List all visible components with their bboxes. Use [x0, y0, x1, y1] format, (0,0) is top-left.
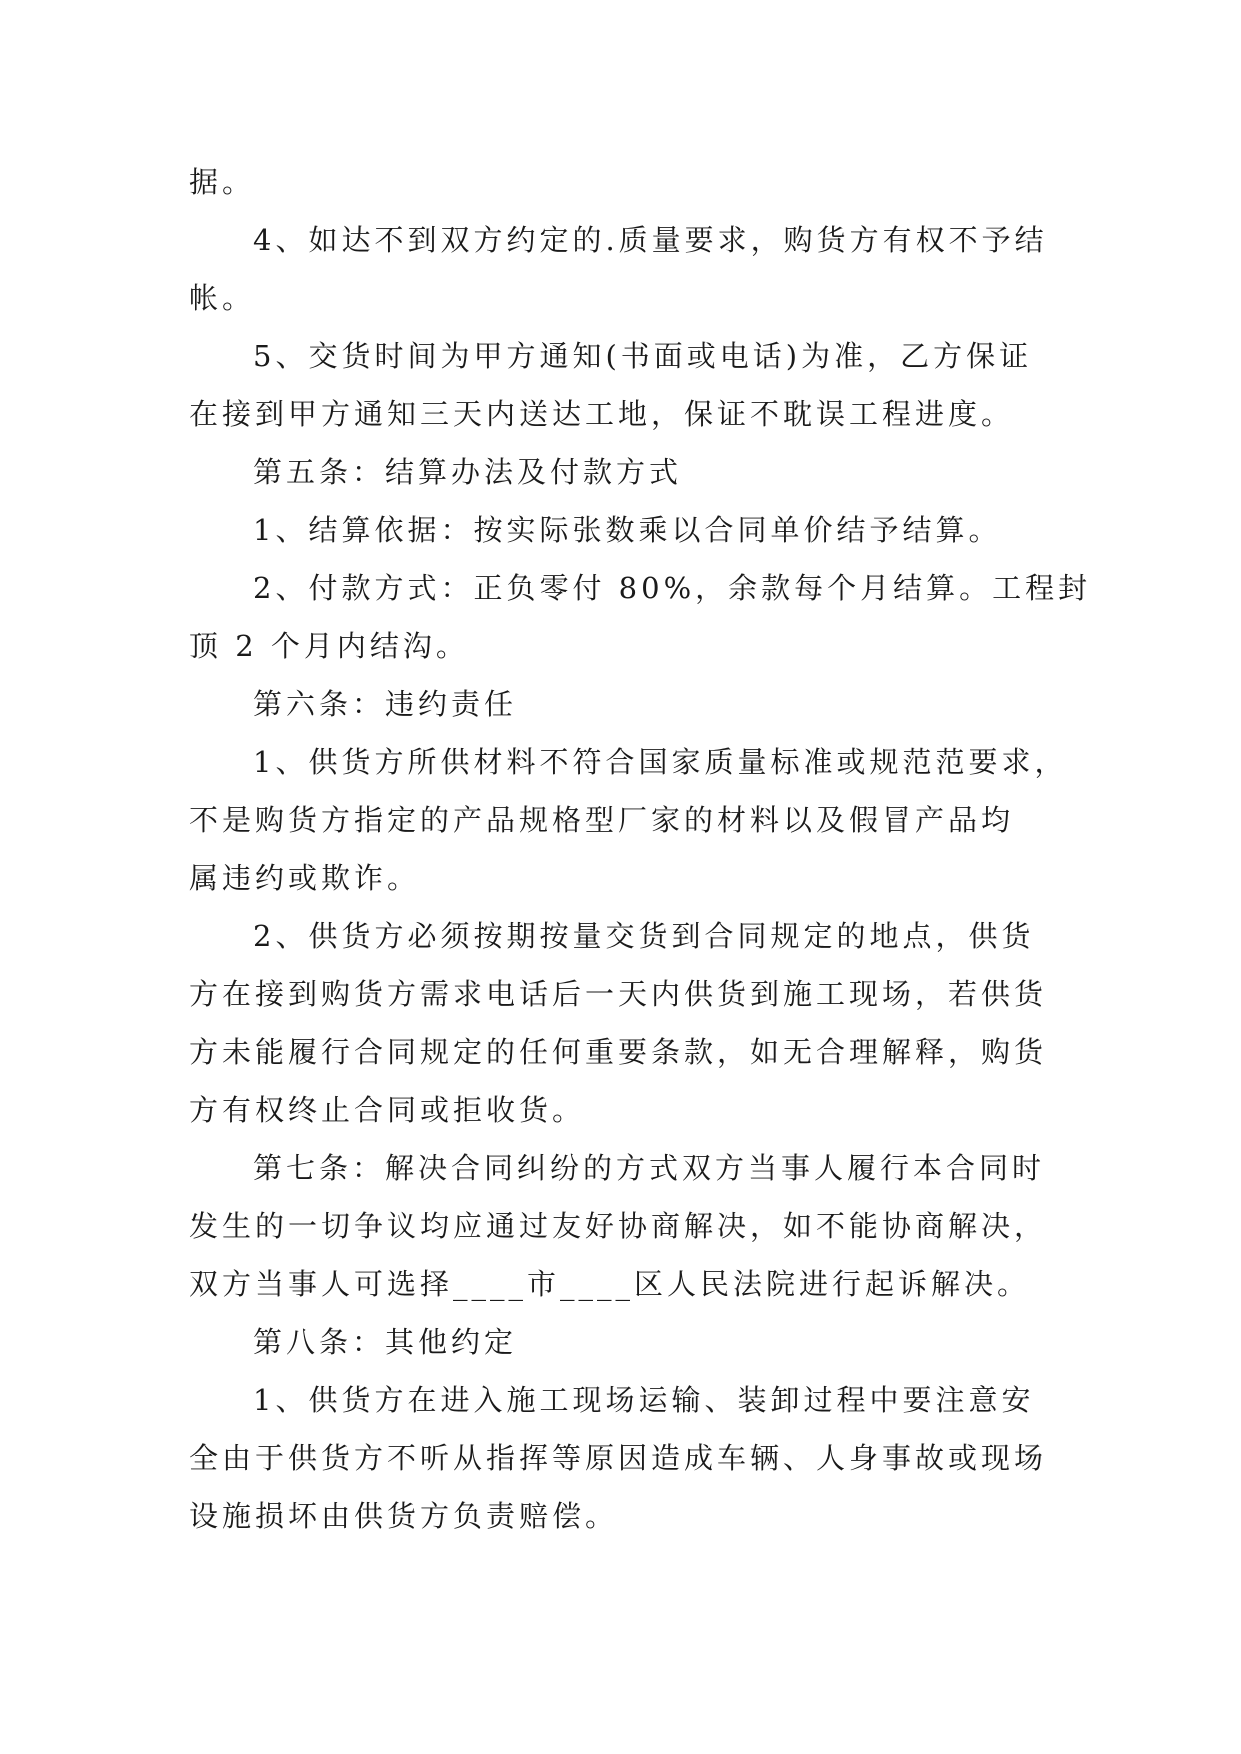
text-line: 1、供货方在进入施工现场运输、装卸过程中要注意安 — [253, 1383, 1035, 1417]
text-line: 不是购货方指定的产品规格型厂家的材料以及假冒产品均 — [189, 803, 1015, 837]
text-line: 帐。 — [189, 281, 256, 315]
text-line: 顶 2 个月内结沟。 — [189, 629, 469, 663]
text-line: 据。 — [189, 165, 256, 199]
text-line: 双方当事人可选择____市____区人民法院进行起诉解决。 — [189, 1267, 1031, 1301]
text-line: 4、如达不到双方约定的.质量要求，购货方有权不予结 — [253, 223, 1048, 257]
text-line: 2、付款方式：正负零付 80%，余款每个月结算。工程封 — [253, 571, 1092, 605]
section-heading: 第七条：解决合同纠纷的方式双方当事人履行本合同时 — [253, 1151, 1046, 1185]
text-line: 全由于供货方不听从指挥等原因造成车辆、人身事故或现场 — [189, 1441, 1048, 1475]
text-line: 设施损坏由供货方负责赔偿。 — [189, 1499, 619, 1533]
section-heading: 第五条：结算办法及付款方式 — [253, 455, 683, 489]
document-body — [189, 153, 1092, 1545]
text-line: 方在接到购货方需求电话后一天内供货到施工现场，若供货 — [189, 977, 1048, 1011]
section-heading: 第八条：其他约定 — [253, 1325, 518, 1359]
text-line: 方未能履行合同规定的任何重要条款，如无合理解释，购货 — [189, 1035, 1048, 1069]
text-line: 属违约或欺诈。 — [189, 861, 421, 895]
text-line: 5、交货时间为甲方通知(书面或电话)为准，乙方保证 — [253, 339, 1033, 373]
text-line: 发生的一切争议均应通过友好协商解决，如不能协商解决， — [189, 1209, 1048, 1243]
text-line: 在接到甲方通知三天内送达工地，保证不耽误工程进度。 — [189, 397, 1015, 431]
text-line: 1、供货方所供材料不符合国家质量标准或规范范要求， — [253, 745, 1068, 779]
text-line: 1、结算依据：按实际张数乘以合同单价结予结算。 — [253, 513, 1002, 547]
text-line: 2、供货方必须按期按量交货到合同规定的地点，供货 — [253, 919, 1035, 953]
section-heading: 第六条：违约责任 — [253, 687, 518, 721]
text-line: 方有权终止合同或拒收货。 — [189, 1093, 586, 1127]
